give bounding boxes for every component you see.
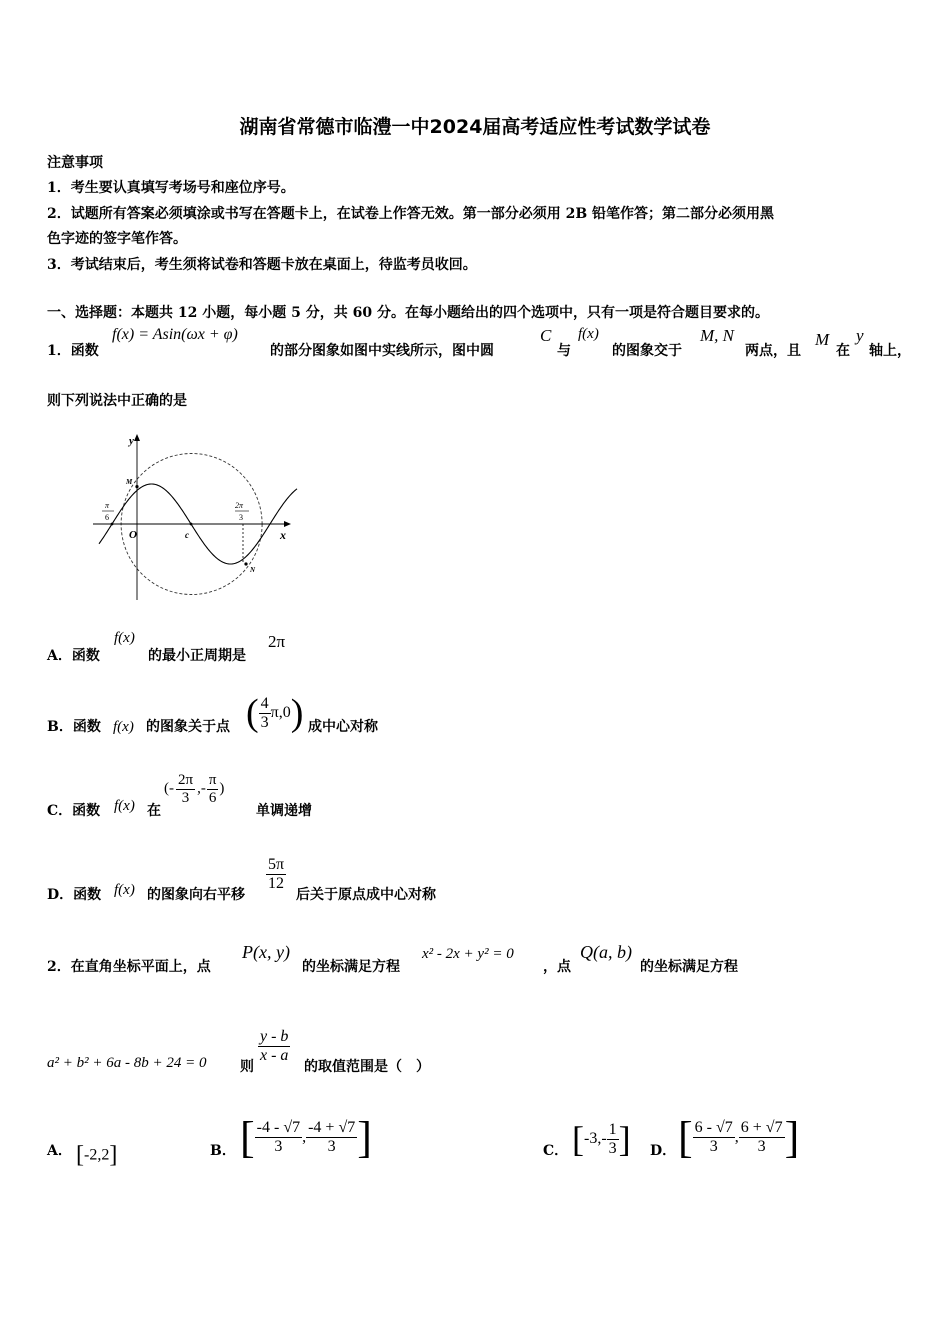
q1-option-c-end: 单调递增 (256, 803, 312, 819)
m-label: M (126, 478, 133, 486)
q1-option-c: C．函数 (47, 803, 101, 819)
q2-frac-den: x - a (260, 1046, 289, 1064)
q2-option-a: A． (47, 1143, 72, 1159)
y-axis-arrow (134, 434, 140, 441)
c-label: c (185, 530, 189, 540)
q1-option-b-fx: f(x) (113, 719, 134, 735)
q2-text: 的取值范围是（ ） (304, 1059, 430, 1075)
q1-option-d: D．函数 (47, 887, 102, 903)
q1-option-a-fx: f(x) (114, 630, 135, 646)
section-heading: 一、选择题：本题共 12 小题，每小题 5 分，共 60 分。在每小题给出的四个选项中，只有一项是符合题目要求的。 (47, 305, 769, 321)
b-tail: π,0 (270, 704, 291, 721)
q2-option-d: D． (650, 1143, 677, 1159)
q2-text: 的坐标满足方程 (640, 959, 738, 975)
d-num: 5π (268, 856, 285, 873)
q1-mn: M, N (700, 326, 734, 345)
point-c (190, 523, 193, 526)
q1-option-d-fx: f(x) (114, 882, 135, 898)
b-den: 3 (260, 713, 269, 731)
q1-text: 轴上， (869, 343, 911, 359)
neg-pi6-num: π (105, 501, 110, 510)
q2-option-b: B． (210, 1143, 236, 1159)
q1-line2: 则下列说法中正确的是 (47, 393, 187, 409)
q2-fraction (258, 1028, 290, 1064)
q1-text: 的图象交于 (612, 343, 682, 359)
q2-text: 2．在直角坐标平面上，点 (47, 959, 211, 975)
q2-equation-1: x² - 2x + y² = 0 (422, 946, 514, 962)
q1-option-c-interval (164, 772, 224, 822)
q1-y: y (856, 326, 864, 345)
point-m (135, 485, 138, 488)
c-n1: 2π (178, 772, 194, 788)
q1-option-a-value: 2π (268, 632, 286, 651)
page-title: 湖南省常德市临澧一中2024届高考适应性考试数学试卷 (239, 116, 711, 138)
point-neg-pi6 (111, 523, 114, 526)
q1-option-d-end: 后关于原点成中心对称 (296, 887, 436, 903)
q1-option-b-end: 成中心对称 (308, 719, 378, 735)
origin-label: O (129, 529, 137, 541)
c-n2: π (208, 772, 217, 788)
q1-option-c-text: 在 (147, 803, 161, 819)
c-close: ) (219, 780, 225, 797)
q2-equation-2: a² + b² + 6a - 8b + 24 = 0 (47, 1055, 207, 1071)
q2-text: 则 (240, 1059, 254, 1075)
q2-option-d-value: [ $\frac{6 - √7}{3}$ , $\frac{6 + √7}{3}$ ] (678, 1113, 800, 1162)
q1-option-b: B．函数 (47, 719, 101, 735)
q1-function: f(x) = Asin(ωx + φ) (112, 326, 238, 343)
q1-option-a-text: 的最小正周期是 (148, 648, 246, 664)
b-num: 4 (260, 694, 269, 712)
q2-option-c: C． (543, 1143, 569, 1159)
q2-text: 的坐标满足方程 (302, 959, 400, 975)
d-den: 12 (268, 874, 285, 892)
q1-text: 在 (836, 343, 850, 359)
q1-option-d-shift (266, 856, 286, 892)
two-pi3-num: 2π (235, 501, 244, 510)
c-d1: 3 (181, 789, 190, 806)
q1-m: M (815, 330, 830, 349)
n-label: N (250, 566, 256, 574)
q2-option-b-value: [ $\frac{-4 - √7}{3}$ , $\frac{-4 + √7}{3}$ ] (240, 1113, 372, 1162)
c-d2: 6 (208, 789, 217, 806)
c-open: (- (164, 780, 174, 797)
q2-option-a-value: [-2,2] (76, 1142, 118, 1168)
q1-fx: f(x) (578, 326, 599, 342)
q2-option-c-value: [-3,- $\frac{1}{3}$ ] (572, 1119, 631, 1159)
q1-number: 1．函数 (47, 343, 99, 359)
q1-option-b-point: ( $\frac{4}{3}$ π,0) (246, 692, 304, 734)
notice-heading: 注意事项 (47, 155, 103, 171)
point-n (244, 562, 247, 565)
q1-option-b-text: 的图象关于点 (146, 719, 230, 735)
notice-item: 3．考试结束后，考生须将试卷和答题卡放在桌面上，待监考员收回。 (47, 257, 477, 273)
q1-graph (85, 428, 305, 600)
notice-item: 1．考生要认真填写考场号和座位序号。 (47, 180, 295, 196)
q2-point-p: P(x, y) (242, 942, 290, 962)
q1-text: 的部分图象如图中实线所示，图中圆 (270, 343, 494, 359)
q1-option-d-text: 的图象向右平移 (147, 887, 245, 903)
x-axis-arrow (284, 521, 291, 527)
y-axis-label: y (129, 435, 134, 447)
q2-point-q: Q(a, b) (580, 942, 632, 962)
q2-frac-num: y - b (260, 1028, 289, 1045)
neg-pi6-den: 6 (105, 513, 109, 522)
c-mid: ,- (197, 780, 206, 797)
q1-option-c-fx: f(x) (114, 798, 135, 814)
q1-text: 与 (557, 343, 571, 359)
q1-text: 两点，且 (745, 343, 801, 359)
two-pi3-den: 3 (239, 513, 243, 522)
notice-item: 色字迹的签字笔作答。 (47, 231, 187, 247)
q1-circle-c: C (540, 326, 552, 345)
q1-option-a: A．函数 (47, 648, 100, 664)
q2-text: ，点 (543, 959, 571, 975)
x-axis-label: x (280, 528, 286, 542)
notice-item: 2．试题所有答案必须填涂或书写在答题卡上，在试卷上作答无效。第一部分必须用 2B 铅笔作答；第二部分必须用黑 (47, 206, 775, 222)
